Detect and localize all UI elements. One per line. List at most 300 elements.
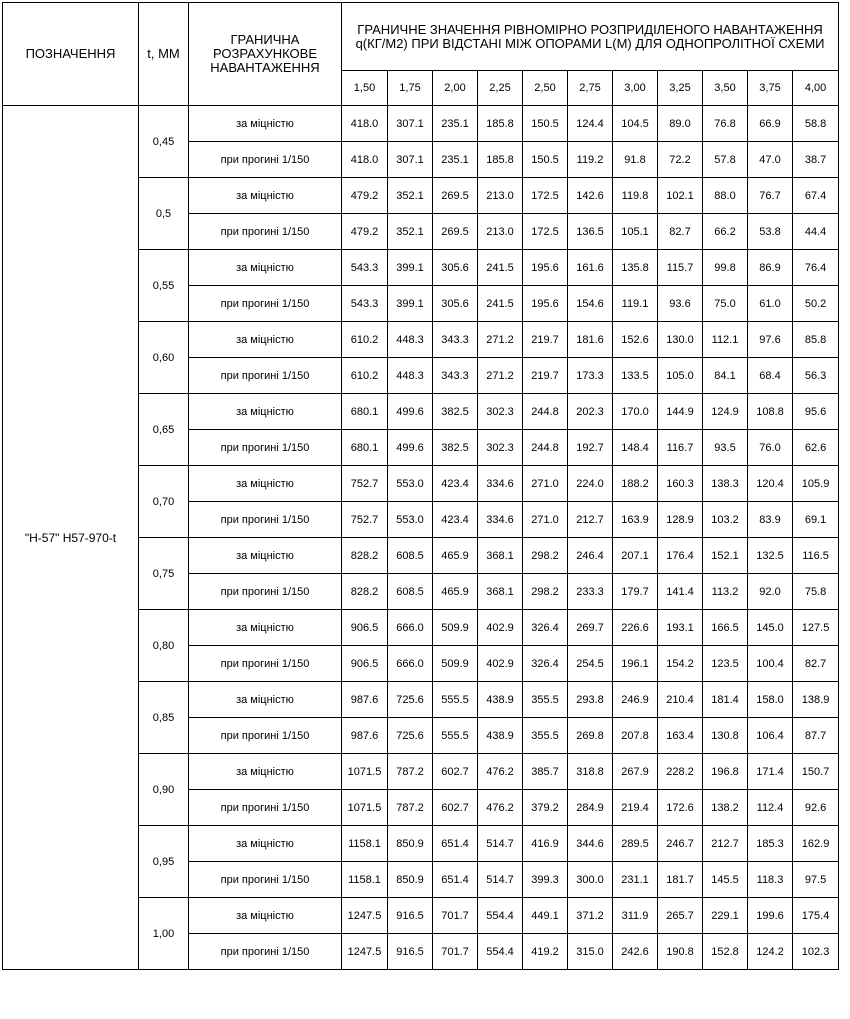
load-type-cell: за міцністю: [189, 538, 342, 574]
thickness-cell: 0,60: [139, 322, 189, 394]
value-cell: 402.9: [478, 646, 523, 682]
value-cell: 158.0: [748, 682, 793, 718]
value-cell: 318.8: [568, 754, 613, 790]
load-type-cell: при прогині 1/150: [189, 430, 342, 466]
value-cell: 176.4: [658, 538, 703, 574]
value-cell: 300.0: [568, 862, 613, 898]
value-cell: 680.1: [342, 430, 388, 466]
value-cell: 175.4: [793, 898, 839, 934]
value-cell: 162.9: [793, 826, 839, 862]
value-cell: 104.5: [613, 106, 658, 142]
value-cell: 116.7: [658, 430, 703, 466]
value-cell: 124.2: [748, 934, 793, 970]
value-cell: 192.7: [568, 430, 613, 466]
value-cell: 161.6: [568, 250, 613, 286]
value-cell: 343.3: [433, 322, 478, 358]
value-cell: 179.7: [613, 574, 658, 610]
value-cell: 725.6: [388, 682, 433, 718]
value-cell: 120.4: [748, 466, 793, 502]
span-header-cell: 4,00: [793, 71, 839, 106]
value-cell: 188.2: [613, 466, 658, 502]
value-cell: 906.5: [342, 646, 388, 682]
value-cell: 271.2: [478, 322, 523, 358]
value-cell: 271.0: [523, 502, 568, 538]
value-cell: 465.9: [433, 574, 478, 610]
thickness-cell: 1,00: [139, 898, 189, 970]
value-cell: 145.5: [703, 862, 748, 898]
value-cell: 787.2: [388, 754, 433, 790]
value-cell: 231.1: [613, 862, 658, 898]
value-cell: 83.9: [748, 502, 793, 538]
value-cell: 233.3: [568, 574, 613, 610]
value-cell: 67.4: [793, 178, 839, 214]
load-type-cell: при прогині 1/150: [189, 286, 342, 322]
value-cell: 38.7: [793, 142, 839, 178]
load-type-cell: при прогині 1/150: [189, 862, 342, 898]
value-cell: 241.5: [478, 250, 523, 286]
value-cell: 368.1: [478, 574, 523, 610]
value-cell: 916.5: [388, 898, 433, 934]
load-type-cell: за міцністю: [189, 826, 342, 862]
value-cell: 87.7: [793, 718, 839, 754]
span-header-cell: 3,75: [748, 71, 793, 106]
load-type-cell: за міцністю: [189, 898, 342, 934]
value-cell: 752.7: [342, 466, 388, 502]
value-cell: 1071.5: [342, 790, 388, 826]
value-cell: 75.8: [793, 574, 839, 610]
value-cell: 50.2: [793, 286, 839, 322]
value-cell: 298.2: [523, 574, 568, 610]
value-cell: 152.1: [703, 538, 748, 574]
value-cell: 423.4: [433, 466, 478, 502]
load-type-cell: при прогині 1/150: [189, 790, 342, 826]
value-cell: 271.2: [478, 358, 523, 394]
value-cell: 138.3: [703, 466, 748, 502]
value-cell: 416.9: [523, 826, 568, 862]
value-cell: 419.2: [523, 934, 568, 970]
value-cell: 99.8: [703, 250, 748, 286]
value-cell: 166.5: [703, 610, 748, 646]
value-cell: 302.3: [478, 394, 523, 430]
load-type-cell: за міцністю: [189, 682, 342, 718]
value-cell: 916.5: [388, 934, 433, 970]
value-cell: 267.9: [613, 754, 658, 790]
value-cell: 1158.1: [342, 826, 388, 862]
value-cell: 170.0: [613, 394, 658, 430]
value-cell: 133.5: [613, 358, 658, 394]
value-cell: 76.0: [748, 430, 793, 466]
value-cell: 514.7: [478, 862, 523, 898]
value-cell: 302.3: [478, 430, 523, 466]
load-type-cell: при прогині 1/150: [189, 574, 342, 610]
span-header-cell: 3,00: [613, 71, 658, 106]
value-cell: 553.0: [388, 502, 433, 538]
value-cell: 130.8: [703, 718, 748, 754]
value-cell: 608.5: [388, 574, 433, 610]
value-cell: 119.8: [613, 178, 658, 214]
value-cell: 701.7: [433, 898, 478, 934]
value-cell: 112.4: [748, 790, 793, 826]
value-cell: 199.6: [748, 898, 793, 934]
span-header-cell: 1,75: [388, 71, 433, 106]
value-cell: 210.4: [658, 682, 703, 718]
value-cell: 1158.1: [342, 862, 388, 898]
value-cell: 154.2: [658, 646, 703, 682]
value-cell: 379.2: [523, 790, 568, 826]
value-cell: 207.8: [613, 718, 658, 754]
value-cell: 213.0: [478, 214, 523, 250]
value-cell: 119.2: [568, 142, 613, 178]
value-cell: 385.7: [523, 754, 568, 790]
span-header-cell: 1,50: [342, 71, 388, 106]
value-cell: 509.9: [433, 610, 478, 646]
value-cell: 352.1: [388, 214, 433, 250]
value-cell: 118.3: [748, 862, 793, 898]
span-header-cell: 2,75: [568, 71, 613, 106]
span-header-cell: 2,00: [433, 71, 478, 106]
value-cell: 212.7: [568, 502, 613, 538]
value-cell: 382.5: [433, 430, 478, 466]
value-cell: 608.5: [388, 538, 433, 574]
value-cell: 553.0: [388, 466, 433, 502]
value-cell: 185.3: [748, 826, 793, 862]
value-cell: 163.4: [658, 718, 703, 754]
value-cell: 88.0: [703, 178, 748, 214]
value-cell: 105.0: [658, 358, 703, 394]
table-header: [3, 3, 839, 106]
value-cell: 725.6: [388, 718, 433, 754]
value-cell: 352.1: [388, 178, 433, 214]
value-cell: 152.6: [613, 322, 658, 358]
value-cell: 828.2: [342, 574, 388, 610]
value-cell: 235.1: [433, 106, 478, 142]
value-cell: 62.6: [793, 430, 839, 466]
span-header-cell: 3,50: [703, 71, 748, 106]
load-type-cell: за міцністю: [189, 322, 342, 358]
value-cell: 355.5: [523, 682, 568, 718]
value-cell: 509.9: [433, 646, 478, 682]
thickness-cell: 0,55: [139, 250, 189, 322]
value-cell: 124.9: [703, 394, 748, 430]
value-cell: 651.4: [433, 826, 478, 862]
value-cell: 298.2: [523, 538, 568, 574]
thickness-cell: 0,45: [139, 106, 189, 178]
value-cell: 555.5: [433, 682, 478, 718]
value-cell: 108.8: [748, 394, 793, 430]
value-cell: 602.7: [433, 790, 478, 826]
value-cell: 499.6: [388, 394, 433, 430]
value-cell: 102.3: [793, 934, 839, 970]
value-cell: 399.3: [523, 862, 568, 898]
value-cell: 138.9: [793, 682, 839, 718]
value-cell: 543.3: [342, 286, 388, 322]
value-cell: 305.6: [433, 250, 478, 286]
value-cell: 97.6: [748, 322, 793, 358]
designation-cell: "Н-57" Н57-970-t: [3, 106, 139, 970]
value-cell: 84.1: [703, 358, 748, 394]
table-row: [3, 106, 839, 142]
load-type-cell: при прогині 1/150: [189, 214, 342, 250]
value-cell: 185.8: [478, 142, 523, 178]
value-cell: 85.8: [793, 322, 839, 358]
thickness-header: t, MM: [139, 3, 189, 106]
value-cell: 92.6: [793, 790, 839, 826]
value-cell: 449.1: [523, 898, 568, 934]
value-cell: 368.1: [478, 538, 523, 574]
value-cell: 76.7: [748, 178, 793, 214]
value-cell: 315.0: [568, 934, 613, 970]
value-cell: 479.2: [342, 178, 388, 214]
value-cell: 850.9: [388, 862, 433, 898]
value-cell: 271.0: [523, 466, 568, 502]
value-cell: 44.4: [793, 214, 839, 250]
value-cell: 554.4: [478, 934, 523, 970]
value-cell: 1247.5: [342, 898, 388, 934]
value-cell: 212.7: [703, 826, 748, 862]
value-cell: 787.2: [388, 790, 433, 826]
value-cell: 543.3: [342, 250, 388, 286]
value-cell: 112.1: [703, 322, 748, 358]
value-cell: 399.1: [388, 286, 433, 322]
value-cell: 56.3: [793, 358, 839, 394]
value-cell: 150.5: [523, 142, 568, 178]
thickness-cell: 0,80: [139, 610, 189, 682]
load-type-cell: за міцністю: [189, 394, 342, 430]
value-cell: 58.8: [793, 106, 839, 142]
header-row-top: [3, 3, 839, 71]
value-cell: 235.1: [433, 142, 478, 178]
value-cell: 241.5: [478, 286, 523, 322]
value-cell: 172.5: [523, 178, 568, 214]
value-cell: 172.5: [523, 214, 568, 250]
load-type-cell: за міцністю: [189, 106, 342, 142]
span-header-cell: 2,50: [523, 71, 568, 106]
value-cell: 265.7: [658, 898, 703, 934]
value-cell: 479.2: [342, 214, 388, 250]
value-cell: 269.7: [568, 610, 613, 646]
value-cell: 371.2: [568, 898, 613, 934]
value-cell: 136.5: [568, 214, 613, 250]
value-cell: 476.2: [478, 754, 523, 790]
value-cell: 1247.5: [342, 934, 388, 970]
thickness-cell: 0,95: [139, 826, 189, 898]
load-type-cell: за міцністю: [189, 250, 342, 286]
value-cell: 185.8: [478, 106, 523, 142]
value-cell: 93.5: [703, 430, 748, 466]
value-cell: 229.1: [703, 898, 748, 934]
value-cell: 906.5: [342, 610, 388, 646]
load-type-cell: при прогині 1/150: [189, 718, 342, 754]
load-type-cell: за міцністю: [189, 466, 342, 502]
value-cell: 343.3: [433, 358, 478, 394]
value-cell: 448.3: [388, 358, 433, 394]
value-cell: 289.5: [613, 826, 658, 862]
value-cell: 344.6: [568, 826, 613, 862]
value-cell: 82.7: [793, 646, 839, 682]
value-cell: 103.2: [703, 502, 748, 538]
value-cell: 53.8: [748, 214, 793, 250]
span-header-cell: 3,25: [658, 71, 703, 106]
value-cell: 132.5: [748, 538, 793, 574]
value-cell: 399.1: [388, 250, 433, 286]
value-cell: 181.4: [703, 682, 748, 718]
value-cell: 195.6: [523, 250, 568, 286]
thickness-cell: 0,90: [139, 754, 189, 826]
load-type-cell: за міцністю: [189, 610, 342, 646]
value-cell: 82.7: [658, 214, 703, 250]
value-cell: 181.7: [658, 862, 703, 898]
load-type-cell: при прогині 1/150: [189, 646, 342, 682]
value-cell: 196.1: [613, 646, 658, 682]
value-cell: 115.7: [658, 250, 703, 286]
value-cell: 47.0: [748, 142, 793, 178]
table-body: [3, 106, 839, 970]
value-cell: 334.6: [478, 466, 523, 502]
load-table-container: [2, 2, 839, 970]
value-cell: 68.4: [748, 358, 793, 394]
value-cell: 438.9: [478, 718, 523, 754]
value-cell: 195.6: [523, 286, 568, 322]
value-cell: 1071.5: [342, 754, 388, 790]
value-cell: 76.4: [793, 250, 839, 286]
value-cell: 145.0: [748, 610, 793, 646]
value-cell: 244.8: [523, 430, 568, 466]
value-cell: 76.8: [703, 106, 748, 142]
value-cell: 355.5: [523, 718, 568, 754]
value-cell: 555.5: [433, 718, 478, 754]
value-cell: 326.4: [523, 610, 568, 646]
value-cell: 196.8: [703, 754, 748, 790]
load-table: [2, 2, 839, 970]
value-cell: 382.5: [433, 394, 478, 430]
value-cell: 102.1: [658, 178, 703, 214]
value-cell: 116.5: [793, 538, 839, 574]
value-cell: 91.8: [613, 142, 658, 178]
value-cell: 269.8: [568, 718, 613, 754]
value-cell: 666.0: [388, 646, 433, 682]
value-cell: 219.7: [523, 358, 568, 394]
value-cell: 57.8: [703, 142, 748, 178]
value-cell: 752.7: [342, 502, 388, 538]
value-cell: 307.1: [388, 106, 433, 142]
value-cell: 113.2: [703, 574, 748, 610]
value-cell: 127.5: [793, 610, 839, 646]
value-cell: 69.1: [793, 502, 839, 538]
thickness-cell: 0,75: [139, 538, 189, 610]
value-cell: 173.3: [568, 358, 613, 394]
value-cell: 193.1: [658, 610, 703, 646]
load-type-cell: за міцністю: [189, 754, 342, 790]
value-cell: 105.1: [613, 214, 658, 250]
value-cell: 219.7: [523, 322, 568, 358]
value-cell: 150.5: [523, 106, 568, 142]
load-type-cell: при прогині 1/150: [189, 358, 342, 394]
value-cell: 499.6: [388, 430, 433, 466]
load-type-cell: при прогині 1/150: [189, 934, 342, 970]
value-cell: 228.2: [658, 754, 703, 790]
value-cell: 124.4: [568, 106, 613, 142]
value-cell: 224.0: [568, 466, 613, 502]
value-cell: 651.4: [433, 862, 478, 898]
value-cell: 219.4: [613, 790, 658, 826]
limit-load-header: ГРАНИЧНА РОЗРАХУНКОВЕ НАВАНТАЖЕННЯ: [189, 3, 342, 106]
value-cell: 154.6: [568, 286, 613, 322]
value-cell: 72.2: [658, 142, 703, 178]
value-cell: 269.5: [433, 214, 478, 250]
value-cell: 610.2: [342, 358, 388, 394]
value-cell: 163.9: [613, 502, 658, 538]
value-cell: 66.2: [703, 214, 748, 250]
value-cell: 213.0: [478, 178, 523, 214]
value-cell: 254.5: [568, 646, 613, 682]
value-cell: 148.4: [613, 430, 658, 466]
value-cell: 190.8: [658, 934, 703, 970]
value-cell: 311.9: [613, 898, 658, 934]
value-cell: 61.0: [748, 286, 793, 322]
value-cell: 207.1: [613, 538, 658, 574]
value-cell: 680.1: [342, 394, 388, 430]
value-cell: 987.6: [342, 682, 388, 718]
value-cell: 418.0: [342, 142, 388, 178]
value-cell: 246.9: [613, 682, 658, 718]
value-cell: 334.6: [478, 502, 523, 538]
value-cell: 701.7: [433, 934, 478, 970]
value-cell: 402.9: [478, 610, 523, 646]
designation-header: ПОЗНАЧЕННЯ: [3, 3, 139, 106]
value-cell: 119.1: [613, 286, 658, 322]
value-cell: 93.6: [658, 286, 703, 322]
value-cell: 202.3: [568, 394, 613, 430]
thickness-cell: 0,5: [139, 178, 189, 250]
value-cell: 150.7: [793, 754, 839, 790]
load-type-cell: при прогині 1/150: [189, 142, 342, 178]
value-cell: 172.6: [658, 790, 703, 826]
value-cell: 438.9: [478, 682, 523, 718]
load-type-cell: при прогині 1/150: [189, 502, 342, 538]
value-cell: 86.9: [748, 250, 793, 286]
value-cell: 138.2: [703, 790, 748, 826]
value-cell: 66.9: [748, 106, 793, 142]
thickness-cell: 0,65: [139, 394, 189, 466]
value-cell: 181.6: [568, 322, 613, 358]
value-cell: 130.0: [658, 322, 703, 358]
value-cell: 95.6: [793, 394, 839, 430]
value-cell: 610.2: [342, 322, 388, 358]
value-cell: 293.8: [568, 682, 613, 718]
value-cell: 850.9: [388, 826, 433, 862]
value-cell: 246.4: [568, 538, 613, 574]
value-cell: 141.4: [658, 574, 703, 610]
value-cell: 305.6: [433, 286, 478, 322]
value-cell: 465.9: [433, 538, 478, 574]
value-cell: 244.8: [523, 394, 568, 430]
thickness-cell: 0,85: [139, 682, 189, 754]
value-cell: 128.9: [658, 502, 703, 538]
value-cell: 97.5: [793, 862, 839, 898]
value-cell: 123.5: [703, 646, 748, 682]
value-cell: 92.0: [748, 574, 793, 610]
value-cell: 144.9: [658, 394, 703, 430]
value-cell: 152.8: [703, 934, 748, 970]
value-cell: 246.7: [658, 826, 703, 862]
value-cell: 514.7: [478, 826, 523, 862]
value-cell: 828.2: [342, 538, 388, 574]
value-cell: 269.5: [433, 178, 478, 214]
value-cell: 160.3: [658, 466, 703, 502]
value-cell: 142.6: [568, 178, 613, 214]
load-type-cell: за міцністю: [189, 178, 342, 214]
value-cell: 242.6: [613, 934, 658, 970]
